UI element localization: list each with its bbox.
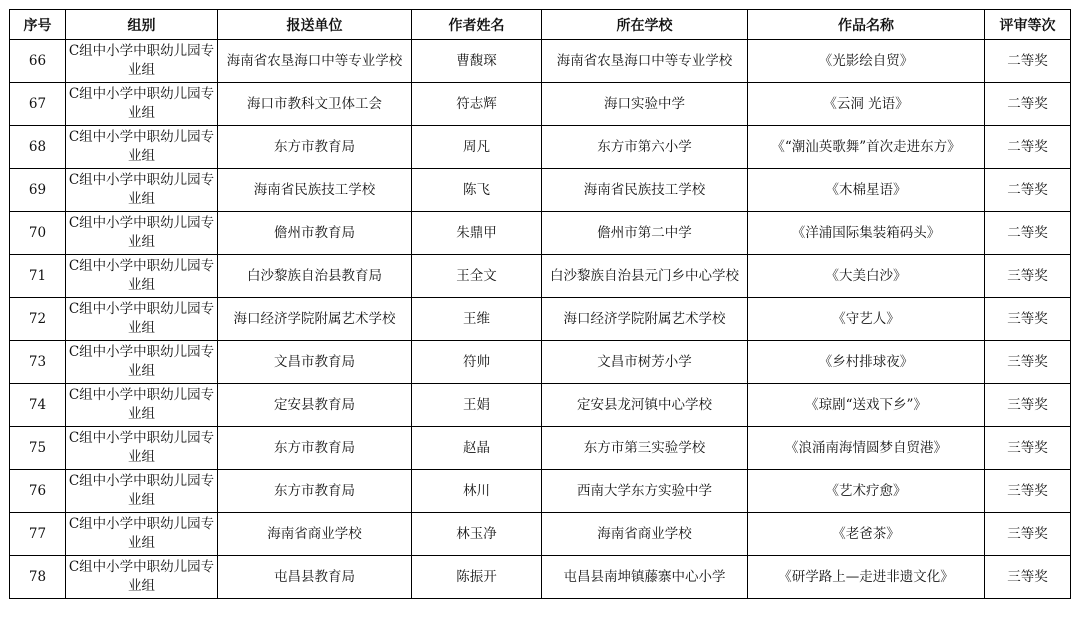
cell-submitting-unit: 屯昌县教育局 xyxy=(218,556,412,599)
header-school: 所在学校 xyxy=(542,10,748,40)
cell-work-title: 《浪涌南海情圆梦自贸港》 xyxy=(748,427,985,470)
table-row xyxy=(10,126,1071,169)
cell-school: 海口经济学院附属艺术学校 xyxy=(542,298,748,341)
table-row xyxy=(10,40,1071,83)
cell-group: C组中小学中职幼儿园专业组 xyxy=(66,427,218,470)
cell-index: 68 xyxy=(10,126,66,169)
cell-work-title: 《研学路上—走进非遗文化》 xyxy=(748,556,985,599)
header-author-name: 作者姓名 xyxy=(412,10,542,40)
cell-author-name: 符志辉 xyxy=(412,83,542,126)
cell-work-title: 《琼剧“送戏下乡”》 xyxy=(748,384,985,427)
cell-submitting-unit: 海口经济学院附属艺术学校 xyxy=(218,298,412,341)
cell-index: 67 xyxy=(10,83,66,126)
cell-group: C组中小学中职幼儿园专业组 xyxy=(66,255,218,298)
cell-submitting-unit: 东方市教育局 xyxy=(218,126,412,169)
cell-school: 海南省农垦海口中等专业学校 xyxy=(542,40,748,83)
cell-school: 文昌市树芳小学 xyxy=(542,341,748,384)
cell-work-title: 《洋浦国际集装箱码头》 xyxy=(748,212,985,255)
results-table xyxy=(9,9,1071,599)
cell-submitting-unit: 海南省农垦海口中等专业学校 xyxy=(218,40,412,83)
cell-index: 72 xyxy=(10,298,66,341)
cell-submitting-unit: 海南省商业学校 xyxy=(218,513,412,556)
cell-award-level: 三等奖 xyxy=(985,255,1071,298)
cell-work-title: 《光影绘自贸》 xyxy=(748,40,985,83)
cell-index: 76 xyxy=(10,470,66,513)
table-row xyxy=(10,83,1071,126)
cell-award-level: 二等奖 xyxy=(985,40,1071,83)
cell-index: 71 xyxy=(10,255,66,298)
table-row xyxy=(10,255,1071,298)
cell-school: 白沙黎族自治县元门乡中心学校 xyxy=(542,255,748,298)
cell-award-level: 三等奖 xyxy=(985,384,1071,427)
cell-award-level: 三等奖 xyxy=(985,513,1071,556)
header-work-title: 作品名称 xyxy=(748,10,985,40)
table-row xyxy=(10,169,1071,212)
cell-author-name: 陈振开 xyxy=(412,556,542,599)
cell-school: 海口实验中学 xyxy=(542,83,748,126)
cell-school: 东方市第六小学 xyxy=(542,126,748,169)
cell-school: 海南省商业学校 xyxy=(542,513,748,556)
cell-work-title: 《大美白沙》 xyxy=(748,255,985,298)
cell-index: 77 xyxy=(10,513,66,556)
table-row xyxy=(10,212,1071,255)
cell-index: 73 xyxy=(10,341,66,384)
cell-author-name: 周凡 xyxy=(412,126,542,169)
cell-author-name: 赵晶 xyxy=(412,427,542,470)
table-row xyxy=(10,556,1071,599)
cell-submitting-unit: 海口市教科文卫体工会 xyxy=(218,83,412,126)
cell-award-level: 二等奖 xyxy=(985,83,1071,126)
cell-group: C组中小学中职幼儿园专业组 xyxy=(66,513,218,556)
header-submitting-unit: 报送单位 xyxy=(218,10,412,40)
cell-submitting-unit: 白沙黎族自治县教育局 xyxy=(218,255,412,298)
cell-group: C组中小学中职幼儿园专业组 xyxy=(66,470,218,513)
cell-index: 75 xyxy=(10,427,66,470)
cell-index: 70 xyxy=(10,212,66,255)
cell-author-name: 林玉净 xyxy=(412,513,542,556)
cell-group: C组中小学中职幼儿园专业组 xyxy=(66,556,218,599)
cell-work-title: 《乡村排球夜》 xyxy=(748,341,985,384)
cell-work-title: 《艺术疗愈》 xyxy=(748,470,985,513)
table-row xyxy=(10,341,1071,384)
cell-award-level: 二等奖 xyxy=(985,212,1071,255)
cell-submitting-unit: 定安县教育局 xyxy=(218,384,412,427)
cell-group: C组中小学中职幼儿园专业组 xyxy=(66,212,218,255)
table-row xyxy=(10,427,1071,470)
cell-group: C组中小学中职幼儿园专业组 xyxy=(66,384,218,427)
cell-author-name: 王全文 xyxy=(412,255,542,298)
cell-school: 西南大学东方实验中学 xyxy=(542,470,748,513)
table-row xyxy=(10,470,1071,513)
header-award-level: 评审等次 xyxy=(985,10,1071,40)
cell-award-level: 三等奖 xyxy=(985,341,1071,384)
cell-author-name: 陈飞 xyxy=(412,169,542,212)
cell-index: 74 xyxy=(10,384,66,427)
cell-award-level: 三等奖 xyxy=(985,556,1071,599)
cell-group: C组中小学中职幼儿园专业组 xyxy=(66,83,218,126)
cell-work-title: 《守艺人》 xyxy=(748,298,985,341)
table-header-row xyxy=(10,10,1071,40)
cell-school: 儋州市第二中学 xyxy=(542,212,748,255)
cell-school: 定安县龙河镇中心学校 xyxy=(542,384,748,427)
cell-work-title: 《老爸茶》 xyxy=(748,513,985,556)
cell-author-name: 符帅 xyxy=(412,341,542,384)
cell-group: C组中小学中职幼儿园专业组 xyxy=(66,126,218,169)
cell-group: C组中小学中职幼儿园专业组 xyxy=(66,341,218,384)
table-row xyxy=(10,384,1071,427)
cell-award-level: 三等奖 xyxy=(985,470,1071,513)
cell-author-name: 曹馥琛 xyxy=(412,40,542,83)
cell-author-name: 王娟 xyxy=(412,384,542,427)
cell-school: 海南省民族技工学校 xyxy=(542,169,748,212)
cell-group: C组中小学中职幼儿园专业组 xyxy=(66,40,218,83)
results-table-container xyxy=(9,9,1071,599)
cell-author-name: 王维 xyxy=(412,298,542,341)
cell-group: C组中小学中职幼儿园专业组 xyxy=(66,298,218,341)
cell-author-name: 朱鼎甲 xyxy=(412,212,542,255)
cell-index: 78 xyxy=(10,556,66,599)
cell-index: 66 xyxy=(10,40,66,83)
cell-award-level: 二等奖 xyxy=(985,126,1071,169)
cell-work-title: 《木棉星语》 xyxy=(748,169,985,212)
cell-submitting-unit: 东方市教育局 xyxy=(218,427,412,470)
cell-school: 东方市第三实验学校 xyxy=(542,427,748,470)
table-body xyxy=(10,40,1071,599)
table-row xyxy=(10,298,1071,341)
cell-submitting-unit: 儋州市教育局 xyxy=(218,212,412,255)
header-index: 序号 xyxy=(10,10,66,40)
cell-author-name: 林川 xyxy=(412,470,542,513)
cell-submitting-unit: 文昌市教育局 xyxy=(218,341,412,384)
cell-submitting-unit: 东方市教育局 xyxy=(218,470,412,513)
cell-award-level: 三等奖 xyxy=(985,298,1071,341)
cell-submitting-unit: 海南省民族技工学校 xyxy=(218,169,412,212)
cell-award-level: 二等奖 xyxy=(985,169,1071,212)
header-group: 组别 xyxy=(66,10,218,40)
cell-group: C组中小学中职幼儿园专业组 xyxy=(66,169,218,212)
cell-school: 屯昌县南坤镇藤寨中心小学 xyxy=(542,556,748,599)
table-row xyxy=(10,513,1071,556)
cell-index: 69 xyxy=(10,169,66,212)
cell-work-title: 《云洞 光语》 xyxy=(748,83,985,126)
cell-work-title: 《“潮汕英歌舞”首次走进东方》 xyxy=(748,126,985,169)
cell-award-level: 三等奖 xyxy=(985,427,1071,470)
